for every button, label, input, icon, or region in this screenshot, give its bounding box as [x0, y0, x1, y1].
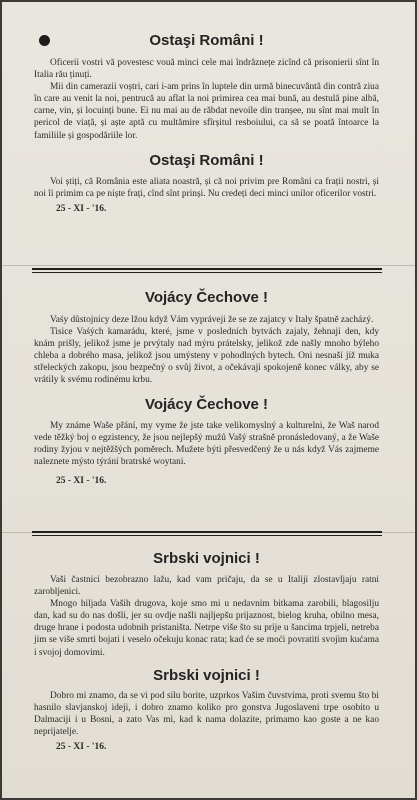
czech-paragraph-1: Vaśy důstojnicy deze lžou když Vám vypráveji že se ze zajatcy v Italy špatně zacházý. [50, 315, 374, 325]
romanian-title: Ostaşi Români ! [149, 32, 264, 49]
romanian-paragraph-1: Oficerii vostri vă povestesc vouă minci cele mai îndrăznețe zicînd că prisonierii sînt în Italia rău ținuți. [34, 58, 379, 81]
leaflet-sheet [2, 2, 415, 798]
czech-paragraph-2: Tisice Vaśých kamarádu, které, jsme v posledních bytvách zajaly, žehnaji den, kdy knám prišly, jelikož jsme je prvýtaly nad mýru prátelsky, jelikož zde našly mnoho býleho chleba a dobrého masa, jelikož jsou umýsteny v pohodlných bytech. Oni nesnaší již muka střeleckých zakopu, jsou bezpečný o svůj život, a očekávají spokojeně konec války, aby se vrátily k svému rodinému krbu. [34, 327, 379, 386]
czech-title: Vojácy Čechove ! [144, 289, 269, 306]
romanian-section [34, 32, 379, 214]
czech-title-2: Vojácy Čechove ! [144, 395, 269, 413]
serbian-title-2: Srbski vojnici ! [153, 666, 260, 684]
section-divider [32, 531, 382, 533]
romanian-date: 25 - XI - '16. [56, 203, 107, 214]
czech-date: 25 - XI - '16. [56, 475, 107, 486]
romanian-title-2: Ostaşi Români ! [149, 151, 264, 169]
czech-paragraph-3: My známe Waše přání, my vyme že jste take velikomyslný a kulturelni, že Waš narod vede těžký boj o egzistency, že jsou nejlepšý mužů Vašý strašně pronásledovaný, a že Waše rodiny žyjou v nejtěžšých poměrech. Mužete býti přesvedčený že u nás když Vás zajmeme naleznete mýsto týrání bratrské woytani. [34, 420, 379, 467]
serbian-paragraph-1: Vaši častnici bezobrazno lažu, kad vam pričaju, da se u Italiji zlostavljaju ratni zarobljenici. [34, 575, 379, 598]
serbian-title: Srbski vojnici ! [153, 550, 260, 567]
romanian-paragraph-2: Mii din camerazii voștri, cari i-am prins în luptele din urmă binecuvântă din contră ziua în care au venit la noi, pentrucă au aflat la noi primirea cea mai bună, au destulă pine albă, carne, vin, și locuinți bune. Ei nu mai au de răbdat nevoile din tranșee, nu sînt mai mult în pericol de viață, și aște aptă cu multămire sfîrșitul resboiului, ca să se poată întoarce la familiile și gospodăriile lor. [34, 82, 379, 141]
serbian-paragraph-3: Dobro mi znamo, da se vi pod silu borite, uzprkos Vašim čuvstvima, proti svemu što bi hasnilo slavjanskoj ideji, i dobro znamo koliko pro gonstva Jugoslaveni trpe osobito u Dalmaciji i u Bosni, a zato Vas mi, kad k nama dolazite, primamo kao goste a ne kao neprijatelje. [34, 690, 379, 737]
serbian-paragraph-2: Mnogo hiljada Vaših drugova, koje smo mi u nedavnim bitkama zarobili, blagosilju dan, kad su do nas došli, jer su ovdje našli najljepšu prijaznost, bielog kruha, obilno mesa, druge hrane i podosta udobnih pristaništa. Netrpe više što su prije u šancima trpjeli, netreba jim se više smrti bojati i veselo očekuju konac rata; kad će se moći povratiti svojim kućama i svojoj domovimi. [34, 599, 379, 658]
fold-crease [2, 265, 415, 266]
serbian-section [34, 550, 379, 752]
czech-section [34, 289, 379, 486]
serbian-date: 25 - XI - '16. [56, 742, 107, 753]
romanian-paragraph-3: Voi știți, că România este aliata noastră, și că noi privim pre Români ca frații nostri, și noi îi primim ca pe niște frați, cînd sînt prinși. Nu credeți deci minci unilor oficerilor vostri. [34, 176, 379, 199]
section-divider [32, 268, 382, 270]
